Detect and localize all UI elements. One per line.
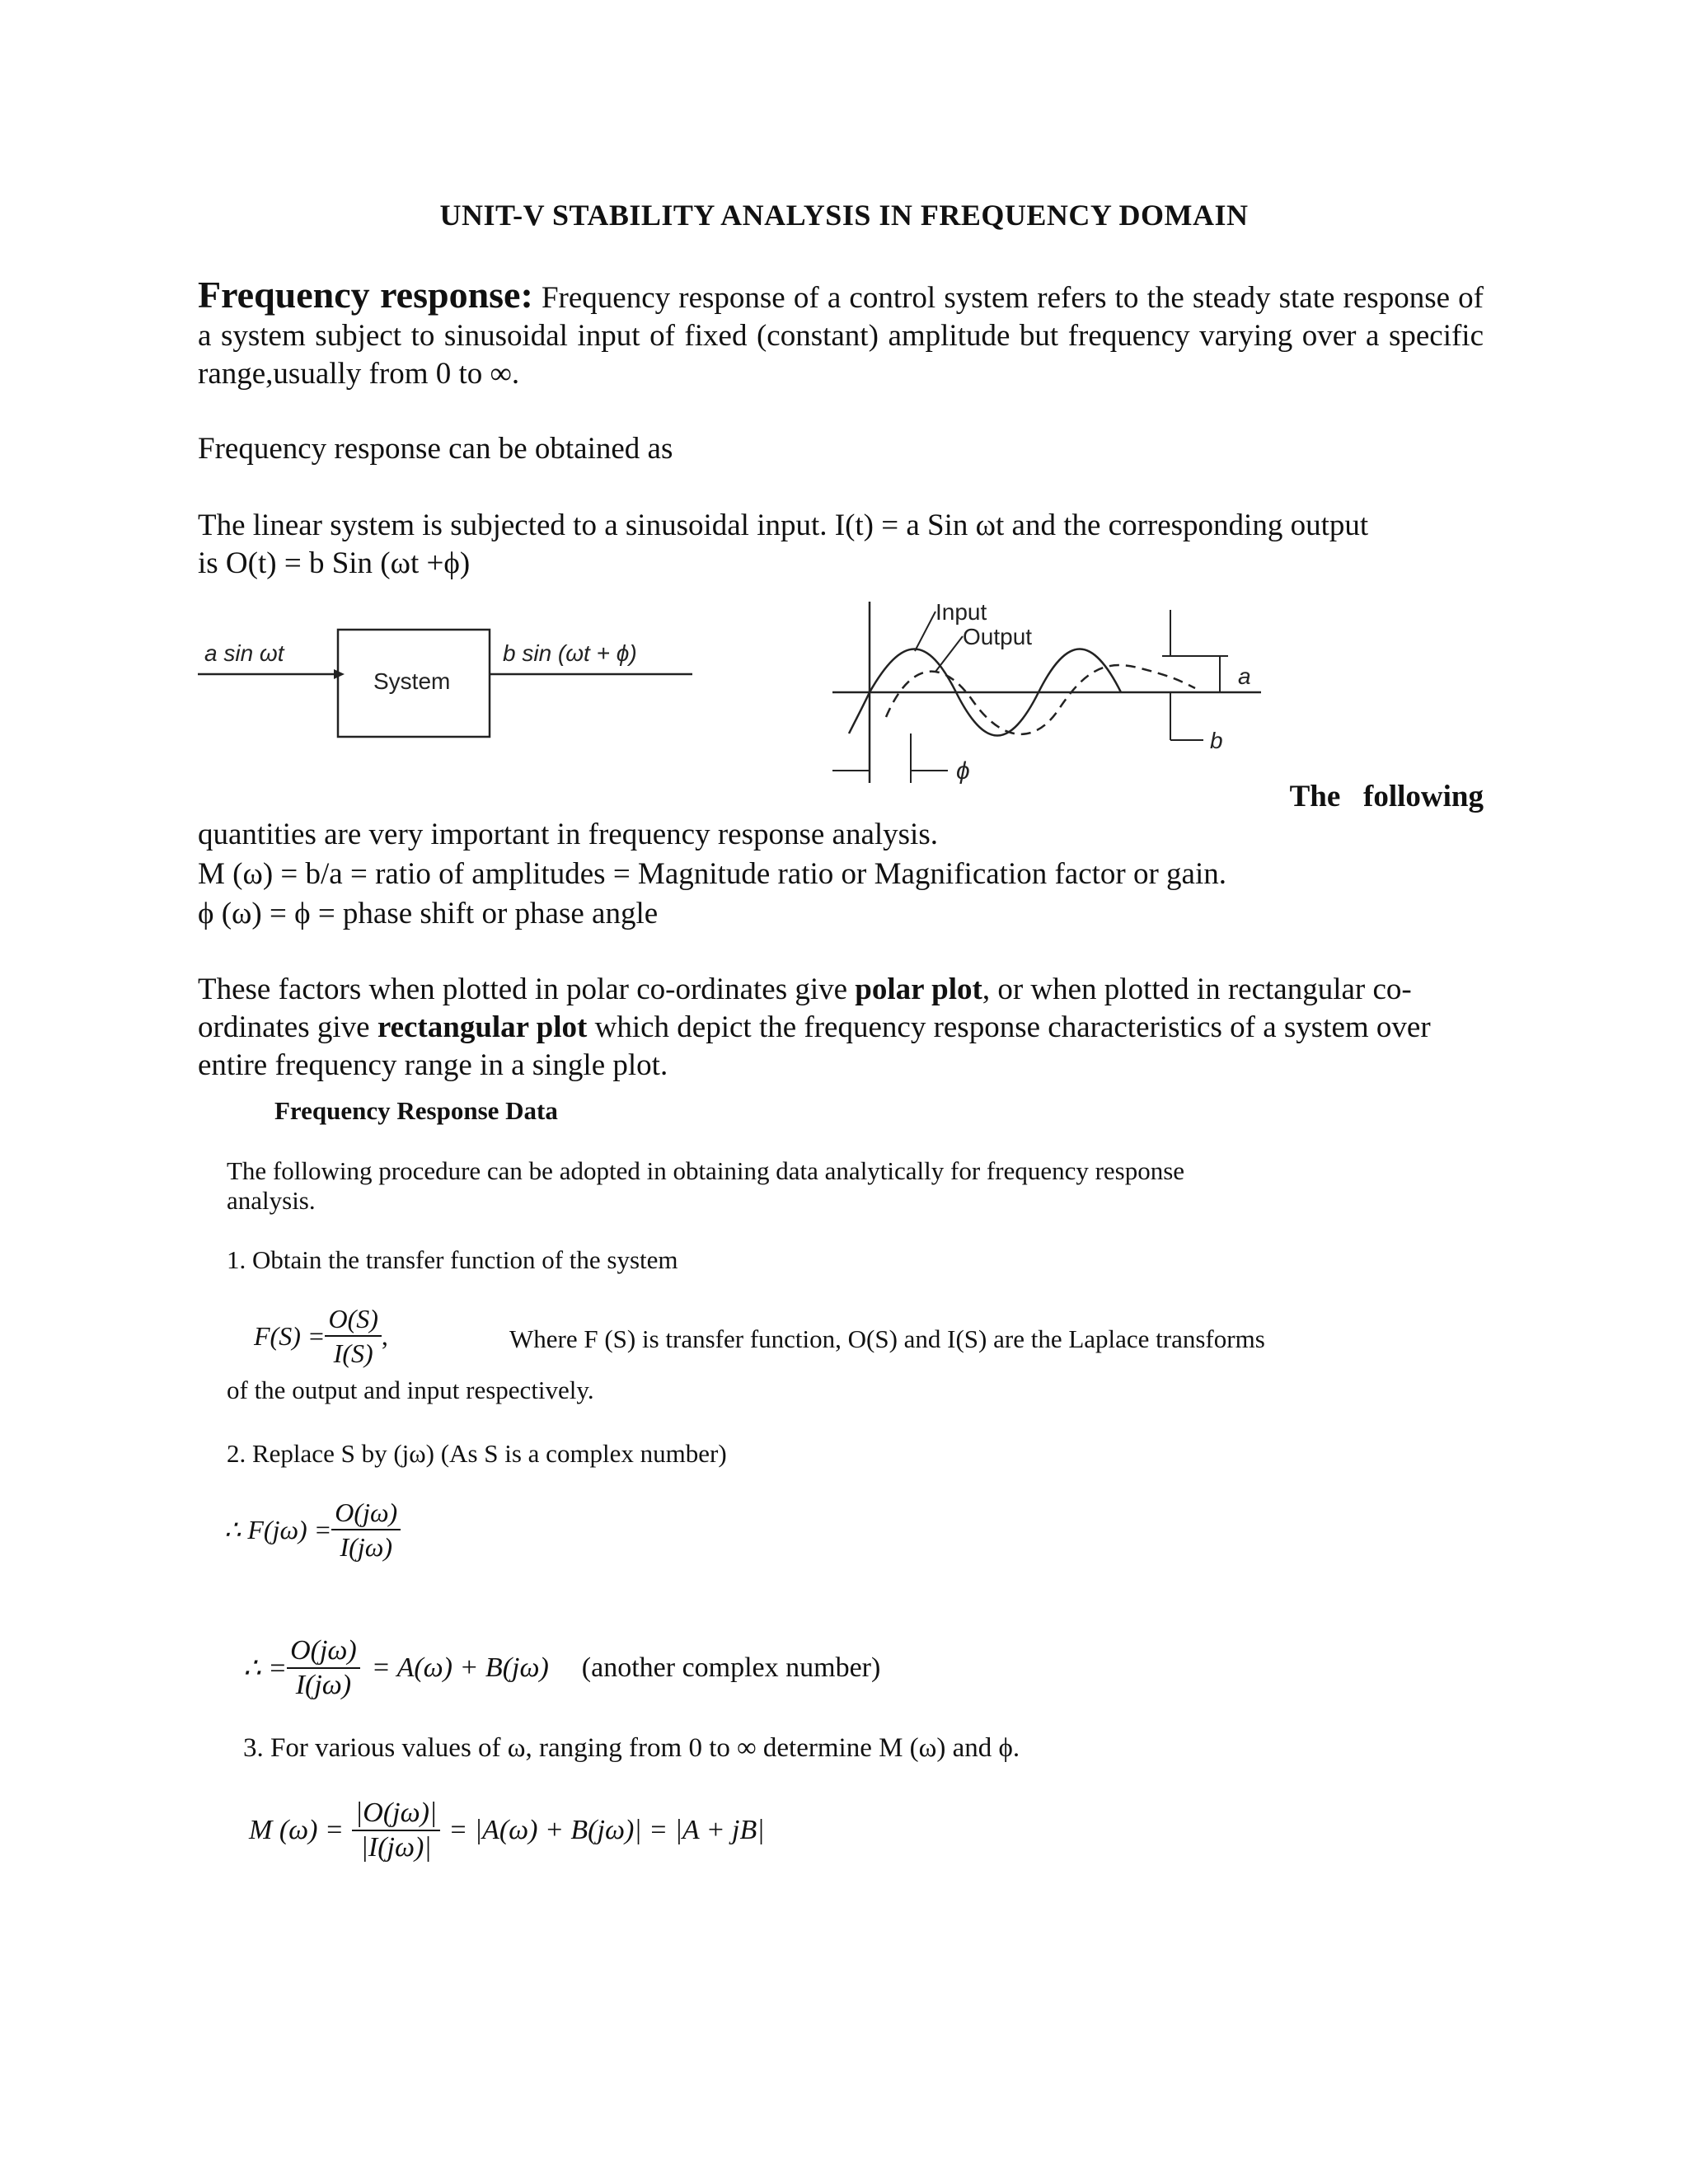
intro-heading: Frequency response: <box>198 274 533 316</box>
fs-lhs: F(S) = <box>254 1320 326 1351</box>
factors-paragraph <box>198 971 1459 1085</box>
intro-paragraph <box>198 276 1484 393</box>
ab-lhs: ∴ = <box>243 1653 288 1684</box>
step-2: 2. Replace S by (jω) (As S is a complex number) <box>227 1439 727 1468</box>
factors-text-1: These factors when plotted in polar co-ordinates give <box>198 972 856 1006</box>
m-rhs: = |A(ω) + B(jω)| = |A + jB| <box>448 1815 765 1845</box>
fjw-lhs: ∴ F(jω) = <box>224 1515 332 1544</box>
ab-fraction <box>287 1634 360 1702</box>
following-tail: The following <box>1289 780 1484 813</box>
frd-title: Frequency Response Data <box>274 1096 558 1125</box>
m-numerator: |O(jω)| <box>352 1797 440 1831</box>
fs-numerator: O(S) <box>325 1302 381 1337</box>
system-label: System <box>373 668 451 694</box>
linear-system-line-1: The linear system is subjected to a sinusoidal input. I(t) = a Sin ωt and the corresponding output <box>198 509 1369 542</box>
factors-text-2: , or when plotted in rectangular co-ordinates give <box>198 972 1412 1044</box>
step-1: 1. Obtain the transfer function of the system <box>227 1245 678 1274</box>
polar-plot-term: polar plot <box>855 972 982 1006</box>
amp-b-label: b <box>1210 728 1223 753</box>
ab-equation <box>243 1634 880 1702</box>
ab-numerator: O(jω) <box>287 1634 360 1669</box>
input-signal-label: a sin ωt <box>204 640 284 666</box>
m-fraction <box>352 1797 440 1864</box>
fjw-equation <box>224 1496 401 1563</box>
input-wave-label: Input <box>935 599 987 625</box>
m-denominator: |I(jω)| <box>360 1832 432 1863</box>
fs-equation <box>254 1302 388 1370</box>
output-pointer <box>935 636 963 672</box>
block-diagram <box>198 610 709 758</box>
ab-note: (another complex number) <box>581 1652 881 1683</box>
intro-text: Frequency response of a control system refers to the steady state response of a system subject to sinusoidal input of fixed (constant) amplitude but frequency varying over a specific range,usually from 0 to ∞. <box>198 281 1484 391</box>
waveform-diagram <box>832 593 1278 791</box>
page-title: UNIT-V STABILITY ANALYSIS IN FREQUENCY DOMAIN <box>439 199 1249 232</box>
frd-intro-line-1: The following procedure can be adopted in obtaining data analytically for frequency response <box>227 1156 1185 1185</box>
ab-denominator: I(jω) <box>295 1670 352 1700</box>
m-equation <box>249 1797 765 1864</box>
step-3: 3. For various values of ω, ranging from 0 to ∞ determine M (ω) and ϕ. <box>243 1733 1020 1763</box>
input-arrowhead <box>334 669 345 679</box>
obtained-line: Frequency response can be obtained as <box>198 432 673 466</box>
phase-label: ϕ <box>956 757 970 785</box>
fjw-denominator: I(jω) <box>340 1532 392 1562</box>
rectangular-plot-term: rectangular plot <box>377 1010 588 1044</box>
m-lhs: M (ω) = <box>249 1815 344 1845</box>
frd-intro-line-2: analysis. <box>227 1186 316 1215</box>
ab-rhs: = A(ω) + B(jω) <box>371 1652 549 1683</box>
fs-denominator: I(S) <box>333 1338 373 1368</box>
fs-where: Where F (S) is transfer function, O(S) and I(S) are the Laplace transforms <box>509 1324 1265 1353</box>
linear-system-line-2: is O(t) = b Sin (ωt +ϕ) <box>198 546 471 580</box>
fjw-fraction <box>331 1496 401 1563</box>
input-pointer <box>915 612 935 651</box>
quantities-line-3: ϕ (ω) = ϕ = phase shift or phase angle <box>198 897 659 930</box>
output-signal-label: b sin (ωt + ϕ) <box>503 640 637 666</box>
fs-where-2: of the output and input respectively. <box>227 1376 594 1404</box>
fs-comma: , <box>381 1320 388 1351</box>
fs-fraction <box>325 1302 381 1370</box>
output-wave <box>886 665 1195 734</box>
quantities-line-1: quantities are very important in frequency response analysis. <box>198 818 938 851</box>
factors-text-3: which depict the frequency response characteristics of a system over entire frequency range in a single plot. <box>198 1010 1431 1082</box>
input-wave-start <box>849 692 870 733</box>
quantities-line-2: M (ω) = b/a = ratio of amplitudes = Magnitude ratio or Magnification factor or gain. <box>198 857 1227 891</box>
output-wave-label: Output <box>963 624 1033 649</box>
amp-a-label: a <box>1238 663 1251 689</box>
fjw-numerator: O(jω) <box>331 1496 401 1530</box>
